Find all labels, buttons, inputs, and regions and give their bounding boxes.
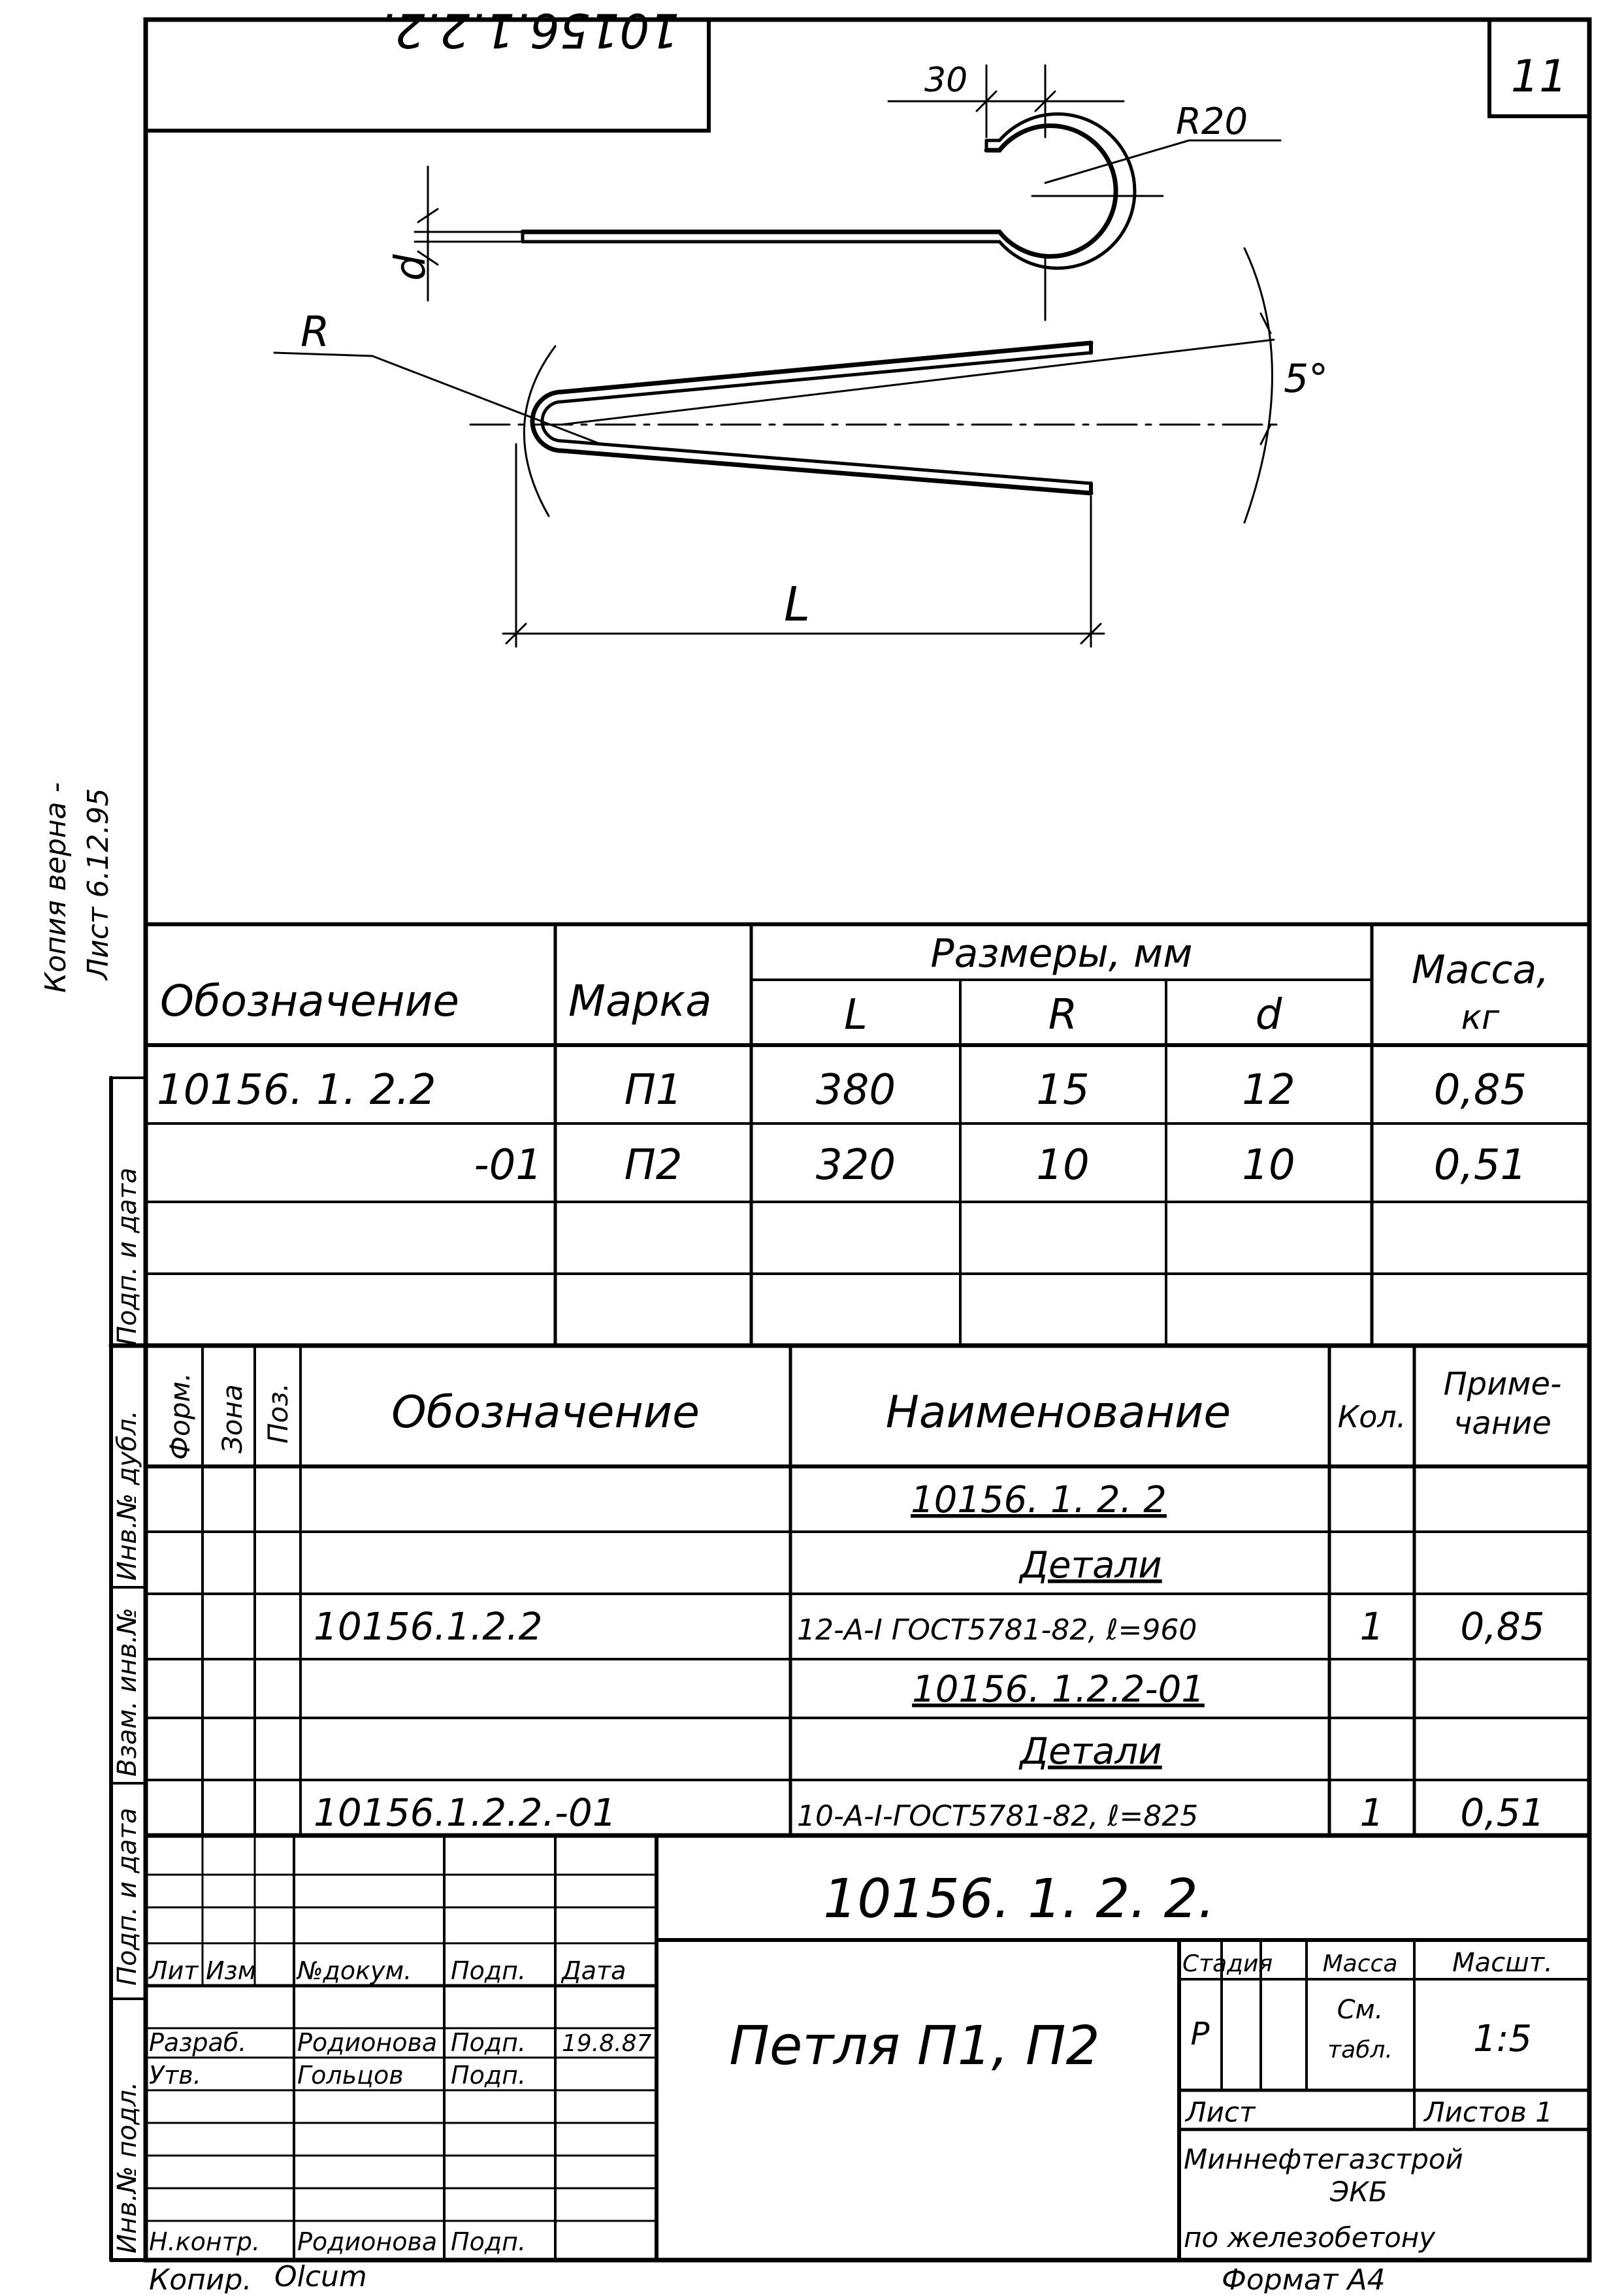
dims-head-mark: Марка <box>568 976 712 1026</box>
tb-col-date: Дата <box>562 1956 626 1985</box>
copy-note-line1: Копия верна - <box>39 782 73 993</box>
dims-head-d: d <box>1255 991 1282 1039</box>
spec-row1-qty: 1 <box>1359 1604 1384 1649</box>
spec-row1-note: 0,85 <box>1460 1604 1545 1649</box>
tb-razrab-label: Разраб. <box>149 2028 247 2057</box>
dims-row1-designation: 10156. 1. 2.2 <box>157 1066 436 1114</box>
tb-col-lit: Лит <box>149 1956 199 1985</box>
tb-org-2: ЭКБ <box>1330 2176 1388 2208</box>
spec-head-zone: Зона <box>216 1384 248 1453</box>
spec-head-qty: Кол. <box>1337 1399 1406 1434</box>
spec-head-pos: Поз. <box>262 1383 294 1444</box>
tb-mass-label: Масса <box>1322 1950 1398 1977</box>
tb-nkontr-label: Н.контр. <box>149 2227 261 2256</box>
spec-row2-name: 10-А-I-ГОСТ5781-82, ℓ=825 <box>797 1800 1199 1833</box>
tb-utv-label: Утв. <box>149 2061 201 2090</box>
tb-sheets-label: Листов 1 <box>1424 2096 1553 2128</box>
spec-section1-title: 10156. 1. 2. 2 <box>911 1479 1167 1521</box>
dims-head-mass-2: кг <box>1461 998 1500 1037</box>
sheet-number: 11 <box>1510 51 1568 103</box>
margin-label-podp-data-1: Подп. и дата <box>112 1807 142 1986</box>
dims-row2-designation: -01 <box>474 1141 542 1189</box>
title-doc-code: 10156. 1. 2. 2. <box>823 1868 1215 1930</box>
tb-utv-name: Гольцов <box>297 2061 404 2090</box>
dims-row2-mark: П2 <box>624 1141 683 1189</box>
dims-row2-R: 10 <box>1036 1141 1090 1189</box>
spec-section2-title: 10156. 1.2.2-01 <box>912 1668 1205 1711</box>
margin-label-inv-podl: Инв.№ подл. <box>112 2081 142 2254</box>
tb-col-sign: Подп. <box>451 1956 527 1985</box>
dim-R-label: R <box>300 308 330 357</box>
tb-sheet-label: Лист <box>1186 2096 1256 2128</box>
dims-row1-mass: 0,85 <box>1433 1066 1527 1114</box>
dim-L-label: L <box>784 577 811 632</box>
spec-head-note-1: Приме- <box>1443 1366 1562 1402</box>
dims-head-L: L <box>844 991 868 1039</box>
tb-utv-sign: Подп. <box>451 2061 527 2090</box>
dim-30-label: 30 <box>924 61 968 100</box>
tb-nkontr-sign: Подп. <box>451 2227 527 2256</box>
dims-head-sizes: Размеры, мм <box>930 931 1193 977</box>
spec-head-designation: Обозначение <box>391 1387 700 1438</box>
margin-label-vzam: Взам. инв.№ <box>112 1608 142 1777</box>
dims-row1-L: 380 <box>815 1066 896 1114</box>
tb-razrab-date: 19.8.87 <box>562 2030 652 2057</box>
tb-col-izm: Изм <box>206 1956 257 1985</box>
spec-row2-qty: 1 <box>1359 1790 1384 1835</box>
footer-copied: Копир. <box>149 2263 252 2293</box>
tb-scale-label: Масшт. <box>1452 1948 1553 1978</box>
hook-top-view <box>523 114 1135 268</box>
dim-5deg-label: 5° <box>1284 356 1329 402</box>
dim-d-label: d <box>387 254 435 281</box>
dim-r20-label: R20 <box>1176 101 1248 143</box>
dims-row1-mark: П1 <box>624 1066 683 1114</box>
dims-head-designation: Обозначение <box>160 976 459 1026</box>
tb-org-3: по железобетону <box>1184 2222 1436 2254</box>
spec-row1-designation: 10156.1.2.2 <box>314 1604 543 1649</box>
spec-head-name: Наименование <box>885 1387 1231 1438</box>
tb-org-1: Миннефтегазстрой <box>1184 2143 1463 2175</box>
tb-scale-value: 1:5 <box>1472 2018 1533 2060</box>
tb-razrab-sign: Подп. <box>451 2028 527 2057</box>
dims-row2-d: 10 <box>1242 1141 1295 1189</box>
title-name: Петля П1, П2 <box>729 2015 1100 2077</box>
spec-row1-name: 12-А-I ГОСТ5781-82, ℓ=960 <box>797 1613 1197 1647</box>
spec-section2-sub: Детали <box>1020 1730 1162 1773</box>
margin-label-podp-data-2: Подп. и дата <box>112 1167 142 1346</box>
dims-head-R: R <box>1048 991 1078 1039</box>
tb-col-doc: №докум. <box>297 1956 412 1985</box>
dims-head-mass-1: Масса, <box>1411 947 1550 993</box>
margin-label-inv-dubl: Инв.№ дубл. <box>112 1410 142 1581</box>
tb-mass-value-2: табл. <box>1327 2037 1393 2063</box>
spec-row2-designation: 10156.1.2.2.-01 <box>314 1790 617 1835</box>
rotated-stamp-code: 10156.1.2.2. <box>380 3 679 58</box>
dims-row1-R: 15 <box>1036 1066 1090 1114</box>
tb-nkontr-name: Родионова <box>297 2227 438 2256</box>
dims-row2-mass: 0,51 <box>1433 1141 1527 1189</box>
tb-razrab-name: Родионова <box>297 2028 438 2057</box>
spec-row2-note: 0,51 <box>1460 1790 1545 1835</box>
footer-copied-sign: Olcum <box>274 2260 367 2293</box>
copy-note-line2: Лист 6.12.95 <box>82 788 115 980</box>
tb-stage-label: Стадия <box>1182 1950 1273 1977</box>
tb-mass-value-1: См. <box>1337 1995 1384 2025</box>
spec-head-note-2: чание <box>1453 1405 1551 1442</box>
tb-stage-value: Р <box>1190 2016 1210 2052</box>
dims-row1-d: 12 <box>1242 1066 1295 1114</box>
spec-section1-sub: Детали <box>1020 1544 1162 1587</box>
footer-format: Формат А4 <box>1222 2263 1386 2293</box>
dims-row2-L: 320 <box>815 1141 896 1189</box>
spec-head-format: Форм. <box>164 1372 196 1460</box>
